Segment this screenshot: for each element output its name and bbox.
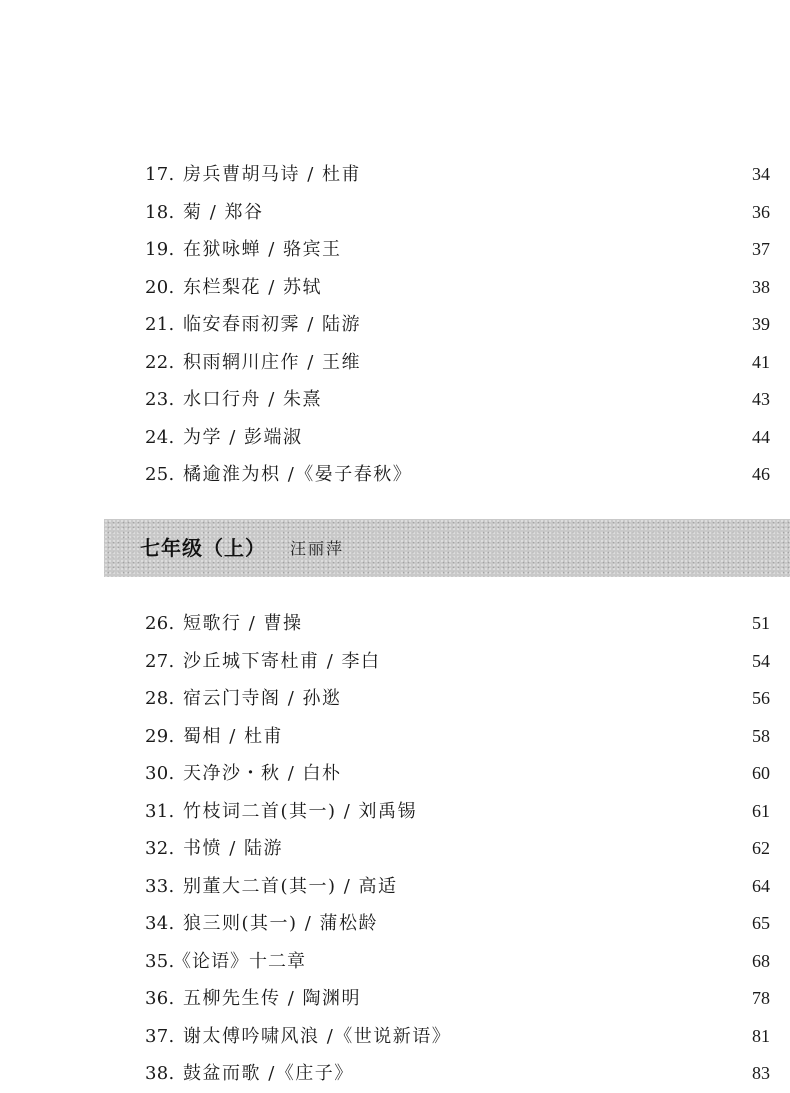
toc-entry[interactable]	[0, 830, 790, 868]
entry-number: 25.	[145, 464, 175, 485]
toc-entry[interactable]	[0, 943, 790, 981]
entry-page-number: 41	[752, 351, 770, 372]
entry-page-number: 43	[752, 389, 770, 409]
toc-entry[interactable]	[0, 269, 790, 307]
entry-page-number: 64	[752, 875, 770, 896]
toc-entry[interactable]	[0, 231, 790, 269]
toc-entry[interactable]	[0, 868, 790, 906]
entry-number: 38.	[145, 1063, 175, 1084]
entry-number: 18.	[145, 201, 175, 223]
entry-number: 20.	[145, 276, 175, 298]
entry-number: 36.	[145, 988, 175, 1009]
section-header-band	[104, 519, 790, 577]
entry-page-number: 62	[752, 838, 770, 858]
toc-entry[interactable]	[0, 194, 790, 232]
toc-entry[interactable]	[0, 156, 790, 194]
toc-entry[interactable]	[0, 718, 790, 756]
entry-number: 34.	[145, 913, 175, 934]
toc-entry[interactable]	[0, 980, 790, 1018]
entry-number: 24.	[145, 426, 175, 448]
entry-page-number: 46	[752, 464, 770, 484]
entry-number: 29.	[145, 725, 175, 747]
section-heading: 七年级（上）	[140, 536, 266, 560]
toc-list-bottom	[0, 605, 790, 1093]
entry-page-number: 38	[752, 276, 770, 297]
entry-page-number: 61	[752, 800, 770, 821]
entry-title: 天净沙・秋 / 白朴	[183, 763, 342, 784]
entry-page-number: 68	[752, 950, 770, 971]
entry-number: 21.	[145, 314, 175, 335]
entry-title: 为学 / 彭端淑	[183, 426, 303, 448]
toc-entry[interactable]	[0, 793, 790, 831]
entry-title: 竹枝词二首(其一) / 刘禹锡	[183, 800, 418, 822]
entry-number: 37.	[145, 1025, 175, 1047]
toc-entry[interactable]	[0, 905, 790, 943]
entry-page-number: 78	[752, 988, 770, 1008]
toc-entry[interactable]	[0, 306, 790, 344]
entry-title: 蜀相 / 杜甫	[183, 725, 284, 747]
entry-title: 别董大二首(其一) / 高适	[183, 875, 398, 897]
entry-number: 30.	[145, 763, 175, 784]
toc-entry[interactable]	[0, 605, 790, 643]
entry-title: 狼三则(其一) / 蒲松龄	[183, 913, 379, 934]
entry-number: 32.	[145, 838, 175, 859]
entry-title: 谢太傅吟啸风浪 /《世说新语》	[183, 1025, 452, 1047]
entry-title: 宿云门寺阁 / 孙逖	[183, 688, 342, 709]
entry-page-number: 37	[752, 239, 770, 259]
entry-title: 短歌行 / 曹操	[183, 613, 303, 634]
entry-title: 鼓盆而歌 /《庄子》	[183, 1063, 354, 1084]
entry-title: 东栏梨花 / 苏轼	[183, 276, 323, 298]
entry-page-number: 36	[752, 201, 770, 222]
entry-page-number: 44	[752, 426, 770, 447]
entry-title: 在狱咏蝉 / 骆宾王	[183, 239, 342, 260]
entry-title: 积雨辋川庄作 / 王维	[183, 351, 362, 373]
entry-title: 橘逾淮为枳 /《晏子春秋》	[183, 464, 413, 485]
toc-entry[interactable]	[0, 344, 790, 382]
entry-number: 33.	[145, 875, 175, 897]
entry-title: 《论语》十二章	[173, 950, 306, 972]
entry-title: 书愤 / 陆游	[183, 838, 284, 859]
entry-number: 26.	[145, 613, 175, 634]
entry-page-number: 81	[752, 1025, 770, 1046]
toc-entry[interactable]	[0, 755, 790, 793]
entry-title: 水口行舟 / 朱熹	[183, 389, 323, 410]
entry-page-number: 60	[752, 763, 770, 783]
entry-title: 临安春雨初霁 / 陆游	[183, 314, 362, 335]
toc-entry[interactable]	[0, 456, 790, 494]
entry-number: 28.	[145, 688, 175, 709]
toc-entry[interactable]	[0, 419, 790, 457]
entry-number: 27.	[145, 650, 175, 672]
entry-title: 五柳先生传 / 陶渊明	[183, 988, 362, 1009]
entry-page-number: 54	[752, 650, 770, 671]
entry-number: 35.	[145, 950, 175, 972]
entry-page-number: 56	[752, 688, 770, 708]
toc-entry[interactable]	[0, 643, 790, 681]
entry-title: 菊 / 郑谷	[183, 201, 264, 223]
toc-entry[interactable]	[0, 1018, 790, 1056]
entry-title: 沙丘城下寄杜甫 / 李白	[183, 650, 381, 672]
entry-page-number: 58	[752, 725, 770, 746]
entry-number: 23.	[145, 389, 175, 410]
entry-number: 22.	[145, 351, 175, 373]
entry-page-number: 51	[752, 613, 770, 633]
entry-page-number: 65	[752, 913, 770, 933]
entry-number: 17.	[145, 164, 175, 185]
toc-entry[interactable]	[0, 1055, 790, 1093]
entry-page-number: 34	[752, 164, 770, 184]
entry-page-number: 83	[752, 1063, 770, 1083]
section-author: 汪丽萍	[290, 539, 345, 558]
entry-title: 房兵曹胡马诗 / 杜甫	[183, 164, 362, 185]
entry-page-number: 39	[752, 314, 770, 334]
entry-number: 31.	[145, 800, 175, 822]
toc-entry[interactable]	[0, 381, 790, 419]
entry-number: 19.	[145, 239, 175, 260]
toc-entry[interactable]	[0, 680, 790, 718]
toc-list-top	[0, 156, 790, 494]
